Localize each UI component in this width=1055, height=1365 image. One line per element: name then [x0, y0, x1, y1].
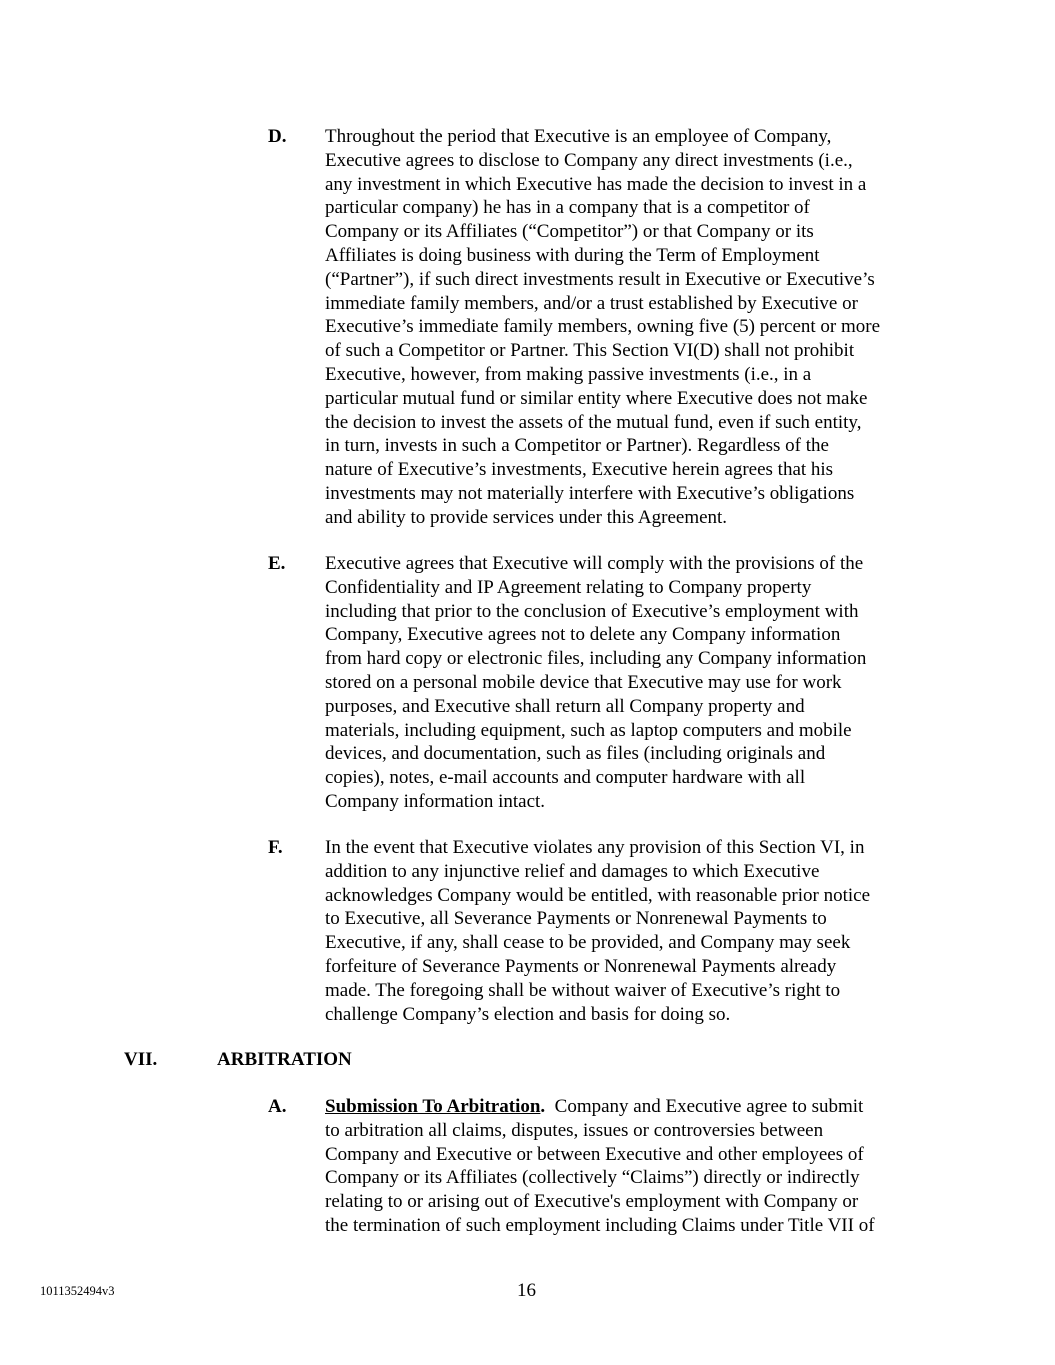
clause-line: Executive agrees that Executive will comply with the provisions of the: [325, 553, 864, 574]
clause-line: Throughout the period that Executive is an employee of Company,: [325, 126, 832, 147]
clause-label: F.: [268, 837, 283, 858]
clause-label: D.: [268, 126, 287, 147]
section-number: VII.: [124, 1049, 158, 1070]
clause-line: (“Partner”), if such direct investments result in Executive or Executive’s: [325, 268, 875, 290]
subsection-heading: Submission To Arbitration: [325, 1096, 541, 1117]
clause-line: Confidentiality and IP Agreement relating to Company property: [325, 576, 812, 598]
clause-line: purposes, and Executive shall return all Company property and: [325, 695, 805, 717]
clause-line: Company information intact.: [325, 790, 546, 812]
clause-line: of such a Competitor or Partner. This Section VI(D) shall not prohibit: [325, 340, 855, 362]
subsection-heading-period: .: [540, 1096, 546, 1117]
clause-line: Company or its Affiliates (collectively “Claims”) directly or indirectly: [325, 1167, 860, 1189]
clause-line: Executive’s immediate family members, owning five (5) percent or more: [325, 316, 881, 338]
clause-line: immediate family members, and/or a trust established by Executive or: [325, 292, 858, 314]
clause-line: devices, and documentation, such as files (including originals and: [325, 743, 826, 765]
clause-line: acknowledges Company would be entitled, with reasonable prior notice: [325, 884, 871, 906]
clause-line: and ability to provide services under this Agreement.: [325, 506, 728, 528]
clause-line: challenge Company’s election and basis for doing so.: [325, 1003, 731, 1025]
clause-line: Company and Executive or between Executive and other employees of: [325, 1143, 864, 1165]
clause-line: in turn, invests in such a Competitor or Partner). Regardless of the: [325, 435, 829, 457]
clause-label: A.: [268, 1096, 287, 1117]
clause-line: particular company) he has in a company that is a competitor of: [325, 197, 810, 219]
clause-line: Company or its Affiliates (“Competitor”) or that Company or its: [325, 221, 814, 243]
clause-label: E.: [268, 553, 286, 574]
clause-line: including that prior to the conclusion of Executive’s employment with: [325, 600, 859, 622]
clause-line: copies), notes, e-mail accounts and computer hardware with all: [325, 767, 806, 789]
page-number: 16: [517, 1280, 536, 1301]
clause-line: particular mutual fund or similar entity where Executive does not make: [325, 387, 868, 409]
clause-body: [325, 836, 937, 1026]
clause-line: Executive, however, from making passive investments (i.e., in a: [325, 363, 812, 385]
clause-line: from hard copy or electronic files, including any Company information: [325, 648, 867, 670]
clause-line: relating to or arising out of Executive's employment with Company or: [325, 1191, 859, 1213]
clause-line: the decision to invest the assets of the mutual fund, even if such entity,: [325, 411, 862, 433]
clause-line: to arbitration all claims, disputes, issues or controversies between: [325, 1119, 824, 1141]
clause-line: forfeiture of Severance Payments or Nonrenewal Payments already: [325, 955, 837, 977]
clause-line: Affiliates is doing business with during the Term of Employment: [325, 244, 820, 266]
clause-line: investments may not materially interfere with Executive’s obligations: [325, 482, 855, 504]
clause-line: to Executive, all Severance Payments or Nonrenewal Payments to: [325, 908, 827, 930]
clause-line: any investment in which Executive has made the decision to invest in a: [325, 173, 867, 195]
clause-line: the termination of such employment including Claims under Title VII of: [325, 1214, 875, 1236]
clause-line: Company, Executive agrees not to delete any Company information: [325, 624, 841, 646]
clause-body: [325, 125, 937, 530]
section-title: ARBITRATION: [217, 1049, 352, 1070]
clause-first-line-rest: Company and Executive agree to submit: [545, 1096, 864, 1117]
clause-line: Executive, if any, shall cease to be provided, and Company may seek: [325, 932, 851, 954]
clause-line: stored on a personal mobile device that Executive may use for work: [325, 671, 842, 693]
clause-line: made. The foregoing shall be without waiver of Executive’s right to: [325, 979, 841, 1001]
clause-line: materials, including equipment, such as laptop computers and mobile: [325, 719, 852, 741]
clause-first-line: [325, 1095, 937, 1119]
clause-body: [325, 1095, 937, 1238]
clause-line: addition to any injunctive relief and damages to which Executive: [325, 860, 820, 882]
clause-line: Executive agrees to disclose to Company any direct investments (i.e.,: [325, 149, 853, 171]
document-id: 1011352494v3: [40, 1284, 115, 1298]
clause-body: [325, 552, 937, 814]
clause-line: nature of Executive’s investments, Executive herein agrees that his: [325, 459, 834, 481]
clause-line: In the event that Executive violates any provision of this Section VI, in: [325, 837, 865, 858]
